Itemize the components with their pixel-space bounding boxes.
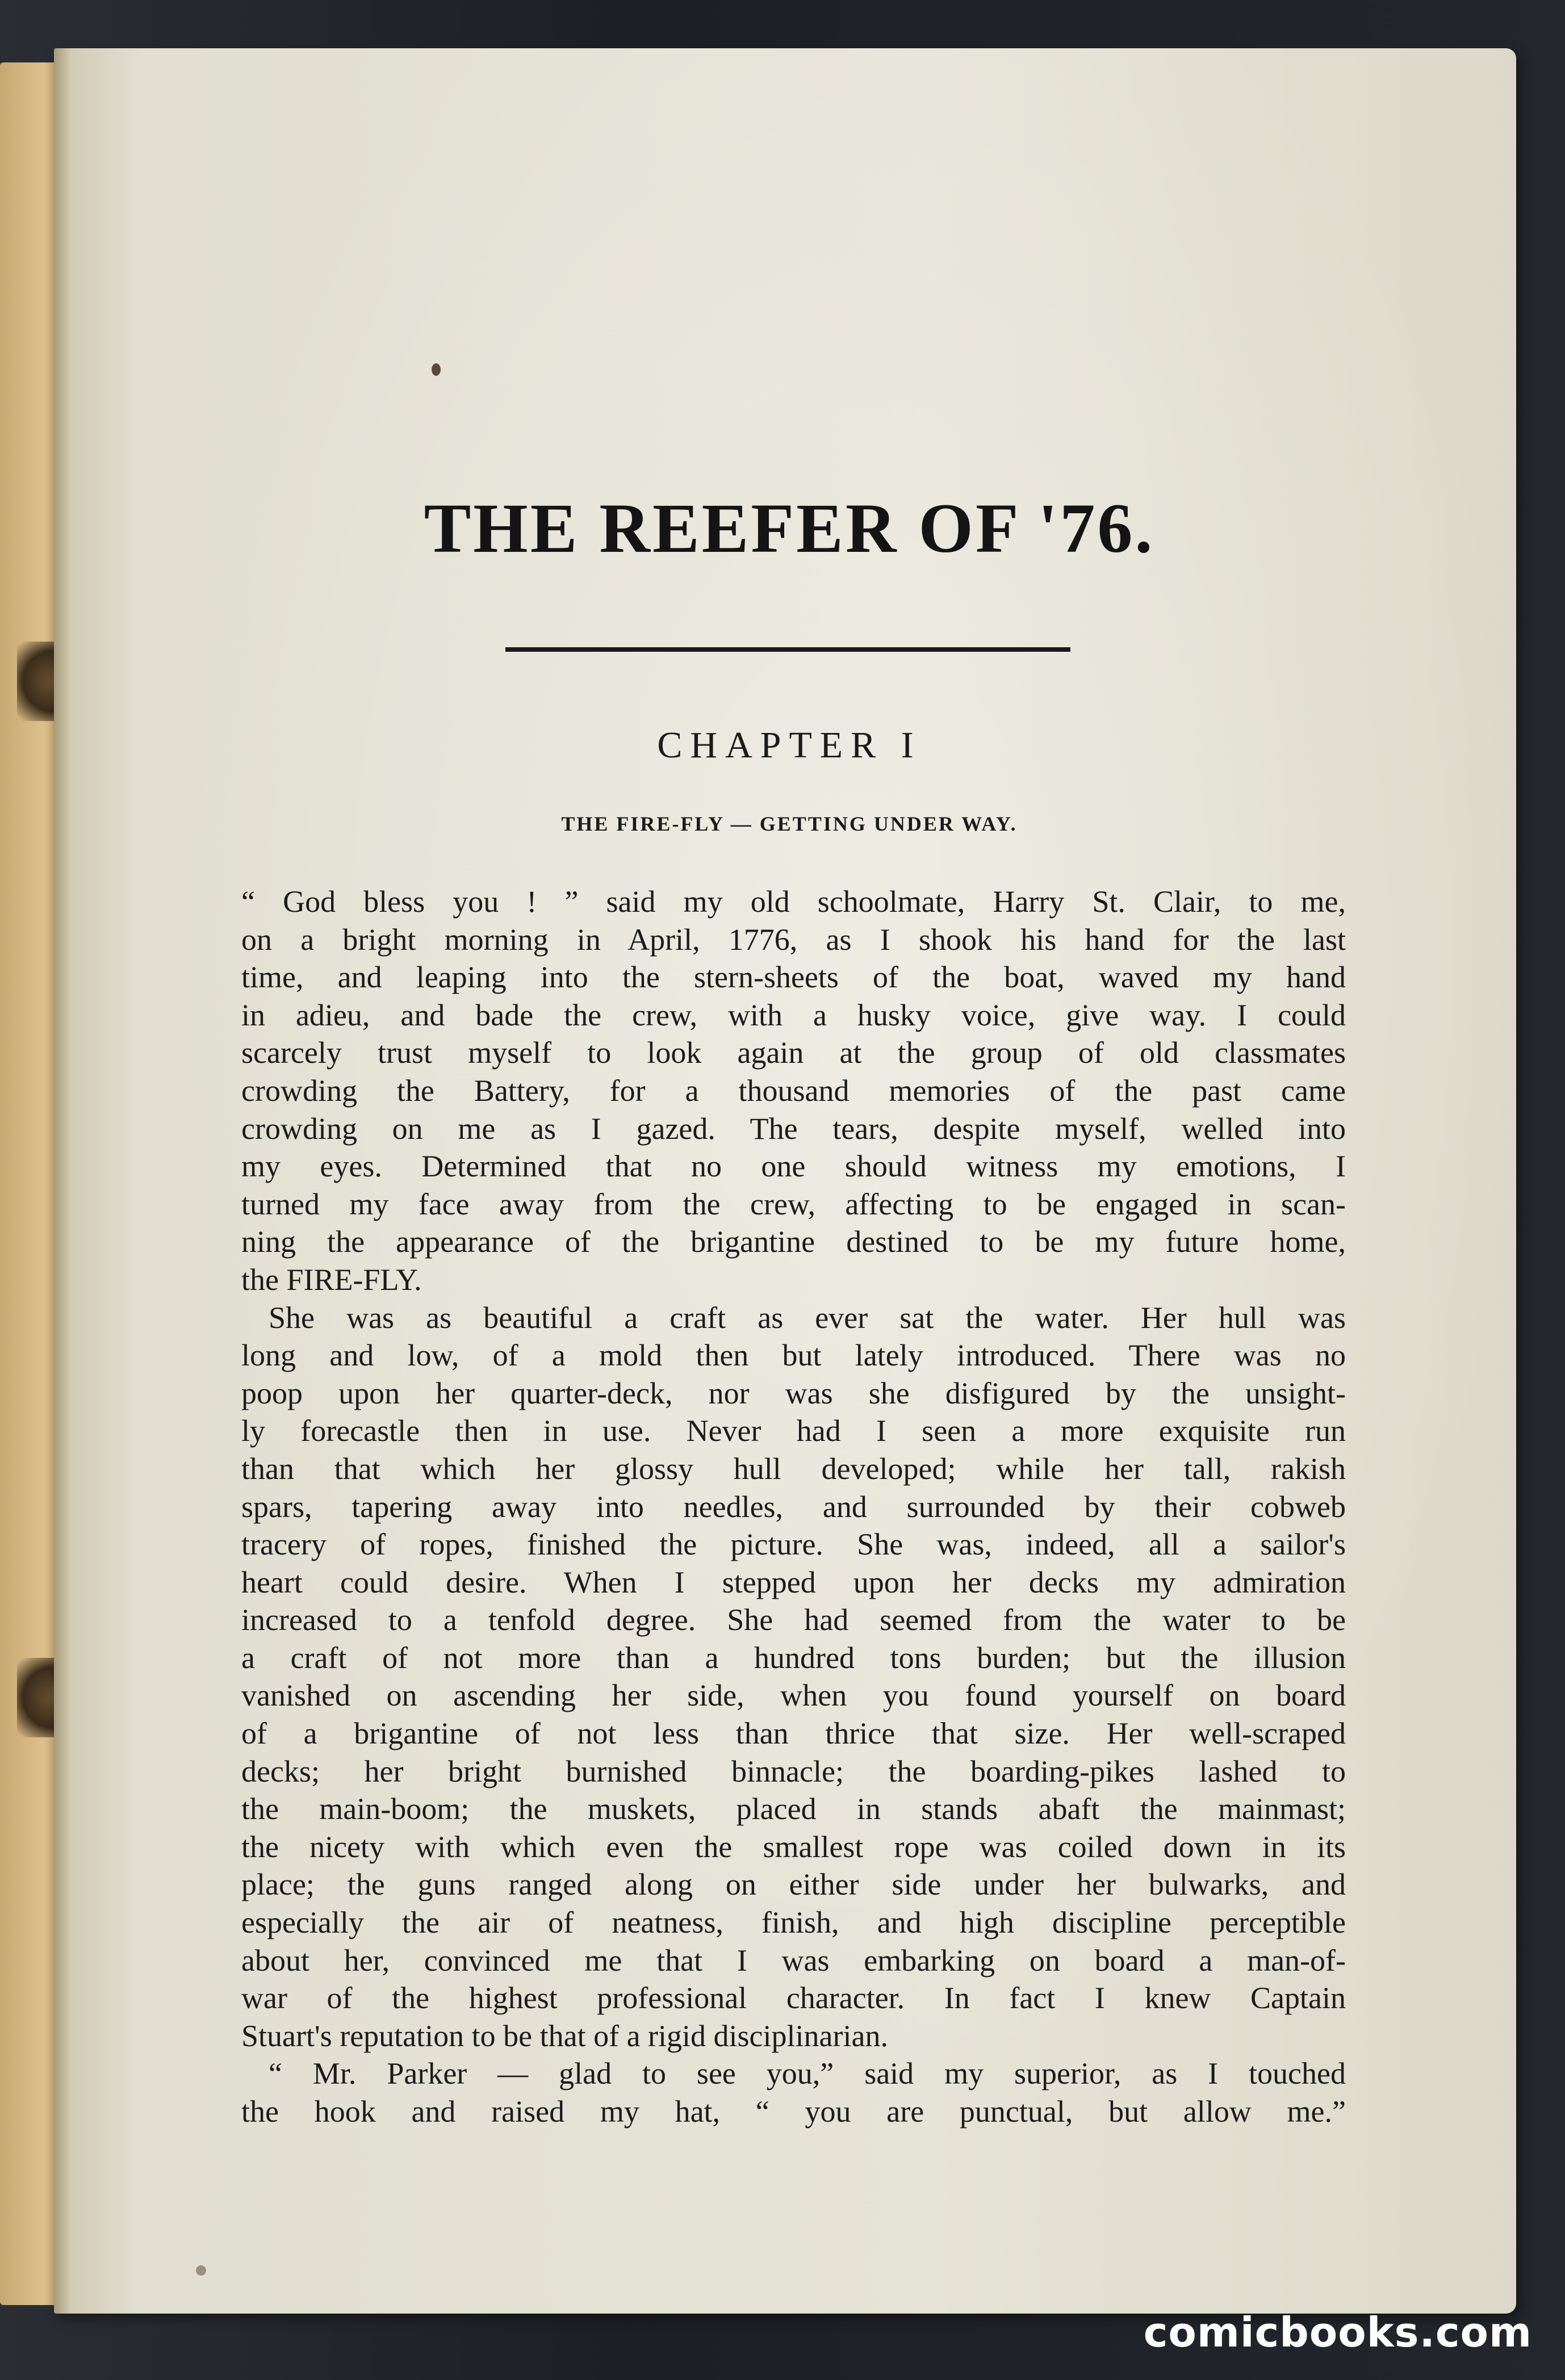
text-line: crowding on me as I gazed. The tears, despite myself, welled into: [241, 1111, 1346, 1146]
text-line: long and low, of a mold then but lately introduced. There was no: [241, 1338, 1346, 1373]
text-line: heart could desire. When I stepped upon her decks my admiration: [241, 1565, 1346, 1599]
text-line: my eyes. Determined that no one should witness my emotions, I: [241, 1149, 1346, 1184]
chapter-heading: CHAPTER I: [657, 724, 922, 766]
text-line: than that which her glossy hull developed; while her tall, rakish: [241, 1451, 1346, 1486]
text-line: time, and leaping into the stern-sheets of the boat, waved my hand: [241, 960, 1346, 995]
site-watermark: comicbooks.com: [1143, 2308, 1532, 2356]
text-line: ning the appearance of the brigantine destined to be my future home,: [241, 1225, 1346, 1259]
text-line: spars, tapering away into needles, and surrounded by their cobweb: [241, 1489, 1346, 1524]
text-line: on a bright morning in April, 1776, as I shook his hand for the last: [241, 922, 1346, 957]
chapter-subtitle: THE FIRE-FLY — GETTING UNDER WAY.: [561, 812, 1018, 835]
paper-speck: [432, 363, 441, 376]
text-line: the main-boom; the muskets, placed in stands abaft the mainmast;: [241, 1792, 1346, 1826]
chapter-body: [241, 883, 1346, 2131]
text-line: especially the air of neatness, finish, and high discipline perceptible: [241, 1905, 1346, 1940]
text-line: Stuart's reputation to be that of a rigid disciplinarian.: [241, 2018, 888, 2053]
text-line: of a brigantine of not less than thrice that size. Her well-scraped: [241, 1716, 1346, 1751]
text-line: crowding the Battery, for a thousand memories of the past came: [241, 1073, 1346, 1108]
text-line: in adieu, and bade the crew, with a husky voice, give way. I could: [241, 998, 1346, 1032]
text-line: scarcely trust myself to look again at the group of old classmates: [241, 1036, 1346, 1070]
text-line: the nicety with which even the smallest rope was coiled down in its: [241, 1829, 1346, 1864]
text-line: the hook and raised my hat, “ you are punctual, but allow me.”: [241, 2094, 1346, 2128]
text-line: place; the guns ranged along on either side under her bulwarks, and: [241, 1867, 1346, 1902]
text-line: turned my face away from the crew, affecting to be engaged in scan-: [241, 1187, 1346, 1221]
text-line: about her, convinced me that I was embarking on board a man-of-: [241, 1943, 1346, 1977]
paper-speck: [196, 2265, 206, 2276]
text-line: “ Mr. Parker — glad to see you,” said my superior, as I touched: [269, 2056, 1346, 2091]
page-gutter-shadow: [54, 48, 71, 2314]
text-line: poop upon her quarter-deck, nor was she disfigured by the unsight-: [241, 1376, 1346, 1410]
text-line: war of the highest professional character. In fact I knew Captain: [241, 1981, 1346, 2016]
text-line: ly forecastle then in use. Never had I seen a more exquisite run: [241, 1414, 1346, 1448]
book-title: THE REEFER OF '76.: [424, 489, 1155, 567]
text-line: She was as beautiful a craft as ever sat the water. Her hull was: [269, 1300, 1346, 1335]
title-rule: [505, 647, 1070, 652]
text-line: decks; her bright burnished binnacle; the boarding-pikes lashed to: [241, 1754, 1346, 1788]
text-line: tracery of ropes, finished the picture. She was, indeed, all a sailor's: [241, 1527, 1346, 1562]
text-line: a craft of not more than a hundred tons burden; but the illusion: [241, 1640, 1346, 1675]
text-line: increased to a tenfold degree. She had seemed from the water to be: [241, 1603, 1346, 1637]
text-line: “ God bless you ! ” said my old schoolmate, Harry St. Clair, to me,: [241, 885, 1346, 919]
text-line: the FIRE-FLY.: [241, 1262, 422, 1297]
text-line: vanished on ascending her side, when you found yourself on board: [241, 1678, 1346, 1713]
